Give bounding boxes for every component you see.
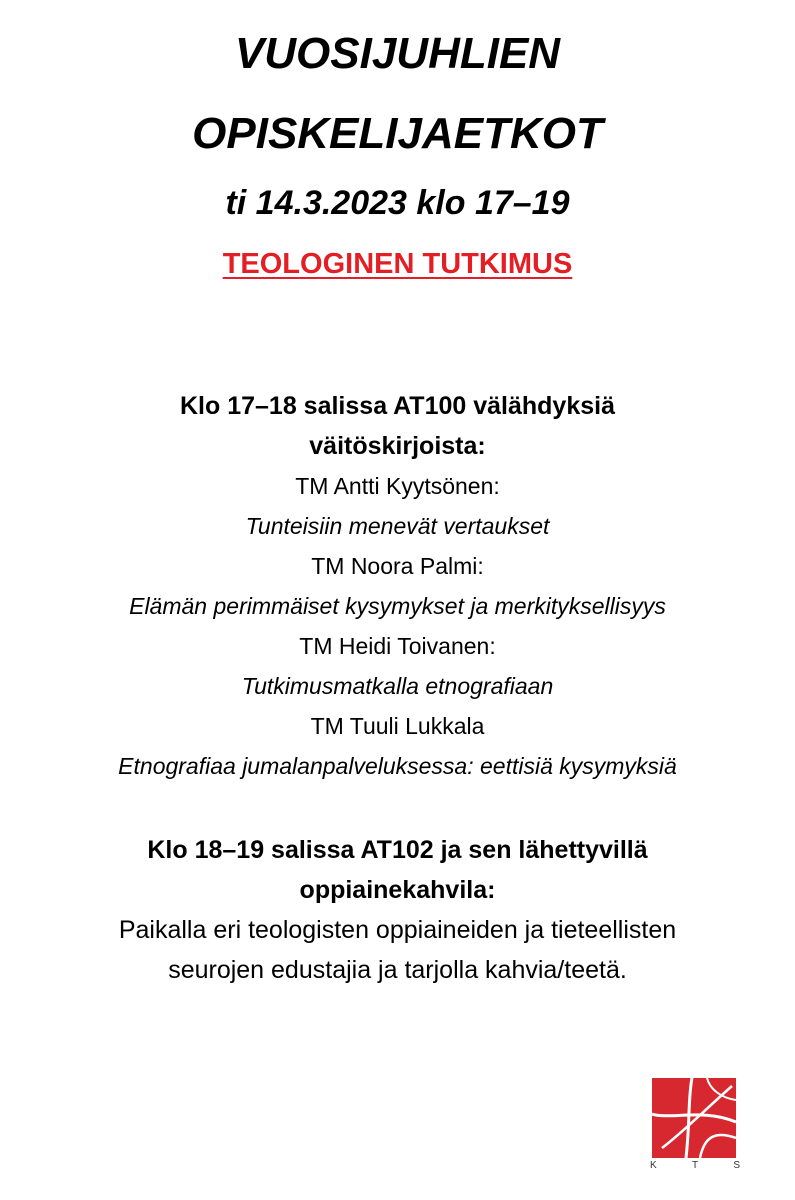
talk-title-3: Tutkimusmatkalla etnografiaan xyxy=(241,673,554,699)
speaker-4: TM Tuuli Lukkala xyxy=(310,713,485,739)
session-2 xyxy=(0,830,795,990)
session-2-body-line-2: seurojen edustajia ja tarjolla kahvia/teetä. xyxy=(168,956,627,984)
theme-subtitle xyxy=(0,250,795,279)
kts-logo xyxy=(652,1078,736,1158)
speaker-2: TM Noora Palmi: xyxy=(311,553,484,579)
session-1-heading-line-1: Klo 17–18 salissa AT100 välähdyksiä xyxy=(180,392,615,420)
kts-letter-t: T xyxy=(691,1160,699,1171)
session-1-heading-line-2: väitöskirjoista: xyxy=(309,432,486,460)
session-2-heading-line-1: Klo 18–19 salissa AT102 ja sen lähettyvillä xyxy=(147,836,648,864)
speaker-3: TM Heidi Toivanen: xyxy=(299,633,496,659)
kts-letter-s: S xyxy=(733,1160,740,1171)
talk-title-2: Elämän perimmäiset kysymykset ja merkityksellisyys xyxy=(129,593,666,619)
session-2-body-line-1: Paikalla eri teologisten oppiaineiden ja tieteellisten xyxy=(118,916,677,944)
talk-title-4: Etnografiaa jumalanpalveluksessa: eettisiä kysymyksiä xyxy=(118,753,677,779)
talk-title-1: Tunteisiin menevät vertaukset xyxy=(245,513,550,539)
theme-subtitle-text: TEOLOGINEN TUTKIMUS xyxy=(222,248,573,280)
session-1 xyxy=(0,386,795,786)
kts-letter-k: K xyxy=(650,1160,657,1171)
event-date: ti 14.3.2023 klo 17–19 xyxy=(225,184,570,222)
title-line-1: VUOSIJUHLIEN xyxy=(234,29,561,78)
speaker-1: TM Antti Kyytsönen: xyxy=(295,473,500,499)
session-2-heading-line-2: oppiainekahvila: xyxy=(299,876,496,904)
title-line-2: OPISKELIJAETKOT xyxy=(192,109,603,158)
kts-logo-letters xyxy=(650,1160,740,1171)
